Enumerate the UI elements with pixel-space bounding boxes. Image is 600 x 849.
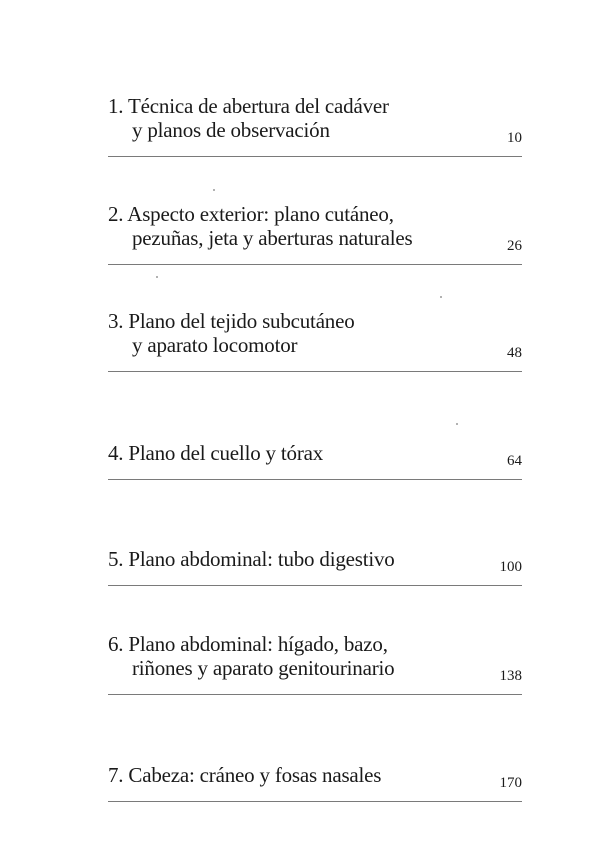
toc-entry-page-number: 170 <box>499 775 522 791</box>
toc-entry-page-number: 100 <box>499 559 522 575</box>
toc-entry-title <box>108 763 522 787</box>
toc-entry-page-number: 138 <box>499 668 522 684</box>
toc-entry-2 <box>108 202 522 265</box>
toc-entry-line: 3. Plano del tejido subcutáneo <box>108 309 355 333</box>
toc-entry-page-number: 48 <box>507 345 522 361</box>
toc-entry-page-number: 26 <box>507 238 522 254</box>
toc-entry-7 <box>108 763 522 802</box>
toc-entry-1 <box>108 94 522 157</box>
scan-speck <box>156 276 158 278</box>
toc-entry-page-number: 10 <box>507 130 522 146</box>
toc-entry-title <box>108 547 522 571</box>
scan-speck <box>213 189 215 191</box>
toc-entry-line: pezuñas, jeta y aberturas naturales <box>132 226 413 250</box>
toc-entry-5 <box>108 547 522 586</box>
toc-entry-line: 6. Plano abdominal: hígado, bazo, <box>108 632 388 656</box>
scan-speck <box>440 296 442 298</box>
toc-entry-line: riñones y aparato genitourinario <box>132 656 395 680</box>
scan-speck <box>456 423 458 425</box>
toc-entry-title <box>108 632 522 680</box>
toc-entry-line: 2. Aspecto exterior: plano cutáneo, <box>108 202 394 226</box>
toc-entry-4 <box>108 441 522 480</box>
toc-entry-line: 1. Técnica de abertura del cadáver <box>108 94 389 118</box>
toc-entry-line: 4. Plano del cuello y tórax <box>108 441 324 465</box>
toc-entry-line: 5. Plano abdominal: tubo digestivo <box>108 547 395 571</box>
toc-entry-line: 7. Cabeza: cráneo y fosas nasales <box>108 763 382 787</box>
toc-entry-6 <box>108 632 522 695</box>
toc-entry-3 <box>108 309 522 372</box>
toc-entry-title <box>108 202 522 250</box>
toc-entry-line: y aparato locomotor <box>132 333 298 357</box>
toc-entry-title <box>108 441 522 465</box>
toc-entry-line: y planos de observación <box>132 118 330 142</box>
toc-entry-page-number: 64 <box>507 453 522 469</box>
toc-entry-title <box>108 94 522 142</box>
toc-entry-title <box>108 309 522 357</box>
